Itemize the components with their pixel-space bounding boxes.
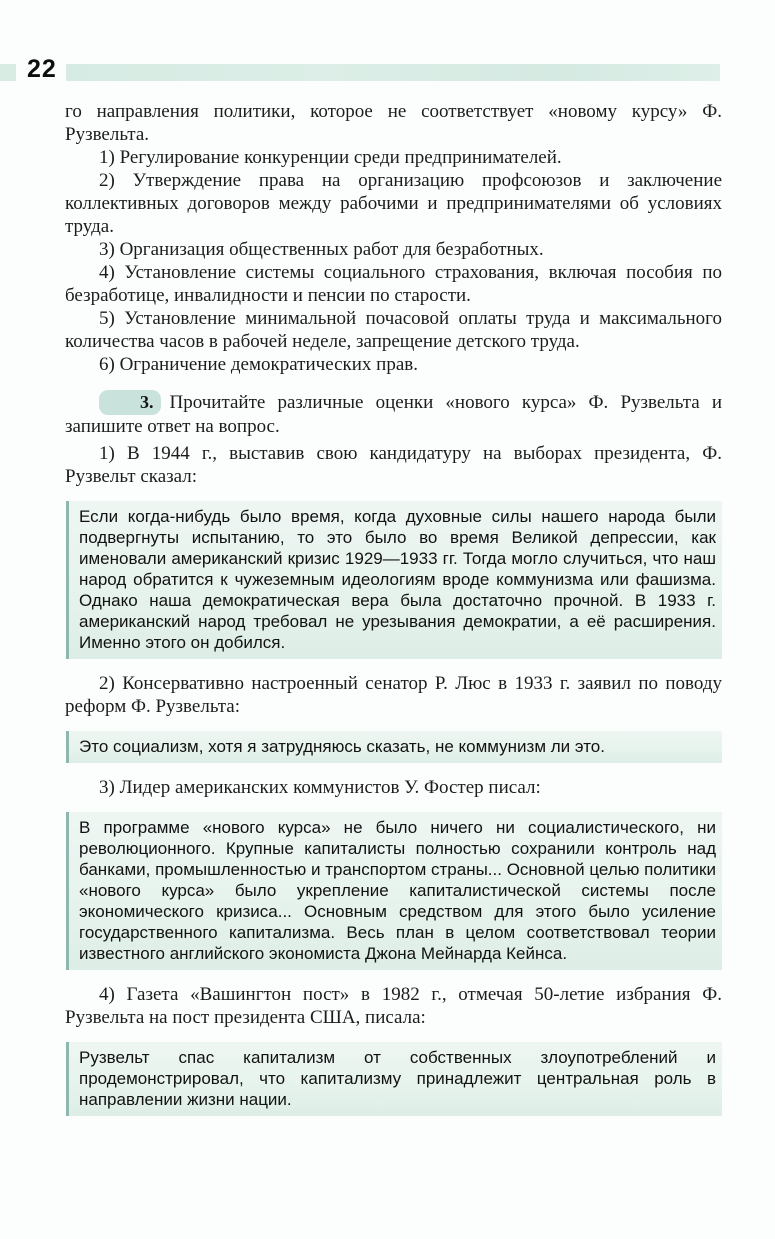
quote-block-4: Рузвельт спас капитализм от собственных злоупотреблений и продемонстрировал, что капитализму принадлежит центральная роль в направлении жизни нации.: [66, 1042, 722, 1116]
list-item-3: 3) Организация общественных работ для безработных.: [99, 239, 544, 260]
page-number: 22: [27, 55, 57, 83]
quote-lead-4: 4) Газета «Вашингтон пост» в 1982 г., отмечая 50-летие избрания Ф. Рузвельта на пост президента США, писала:: [65, 984, 722, 1028]
task-paragraph: [65, 390, 722, 438]
list-item-6: 6) Ограничение демократических прав.: [99, 354, 419, 375]
quote-block-2: Это социализм, хотя я затрудняюсь сказать, не коммунизм ли это.: [66, 731, 722, 763]
quote-lead-2: 2) Консервативно настроенный сенатор Р. Люс в 1933 г. заявил по поводу реформ Ф. Рузвельта:: [65, 673, 722, 717]
list-item-1: 1) Регулирование конкуренции среди предпринимателей.: [99, 147, 562, 168]
quote-block-3: В программе «нового курса» не было ничего ни социалистического, ни революционного. Крупные капиталисты полностью сохранили контроль над банками, промышленностью и транспортом страны... Основной целью политики «нового курса» было укрепление капиталистической системы после экономического кризиса... Основным средством для этого было усиление государственного капитализма. Весь план в целом соответствовал теории известного английского экономиста Джона Мейнарда Кейнса.: [66, 812, 722, 970]
quote-lead-1: 1) В 1944 г., выставив свою кандидатуру на выборах президента, Ф. Рузвельт сказал:: [65, 443, 722, 487]
quote-block-1: Если когда-нибудь было время, когда духовные силы нашего народа были подвергнуты испытанию, то это было во время Великой депрессии, как именовали американский кризис 1929—1933 гг. Тогда могло случиться, что наш народ обратится к чужеземным идеологиям вроде коммунизма или фашизма. Однако наша демократическая вера была достаточно прочной. В 1933 г. американский народ требовал не урезывания демократии, а её расширения. Именно этого он добился.: [66, 501, 722, 659]
header-bar: [66, 64, 720, 81]
task-number-badge: 3.: [99, 390, 161, 415]
header-bar-left-stub: [0, 64, 16, 81]
page-header: [0, 0, 775, 100]
list-item-4: 4) Установление системы социального страхования, включая пособия по безработице, инвалидности и пенсии по старости.: [65, 262, 722, 306]
list-item-5: 5) Установление минимальной почасовой оплаты труда и максимального количества часов в рабочей неделе, запрещение детского труда.: [65, 308, 722, 352]
quote-lead-3: 3) Лидер американских коммунистов У. Фостер писал:: [99, 777, 541, 798]
list-item-2: 2) Утверждение права на организацию профсоюзов и заключение коллективных договоров между рабочими и предпринимателями об условиях труда.: [65, 170, 722, 237]
paragraph-continuation: го направления политики, которое не соответствует «новому курсу» Ф. Рузвельта.: [65, 101, 722, 145]
task-text: Прочитайте различные оценки «нового курса» Ф. Рузвельта и запишите ответ на вопрос.: [65, 392, 722, 437]
page-content: [0, 100, 775, 1116]
